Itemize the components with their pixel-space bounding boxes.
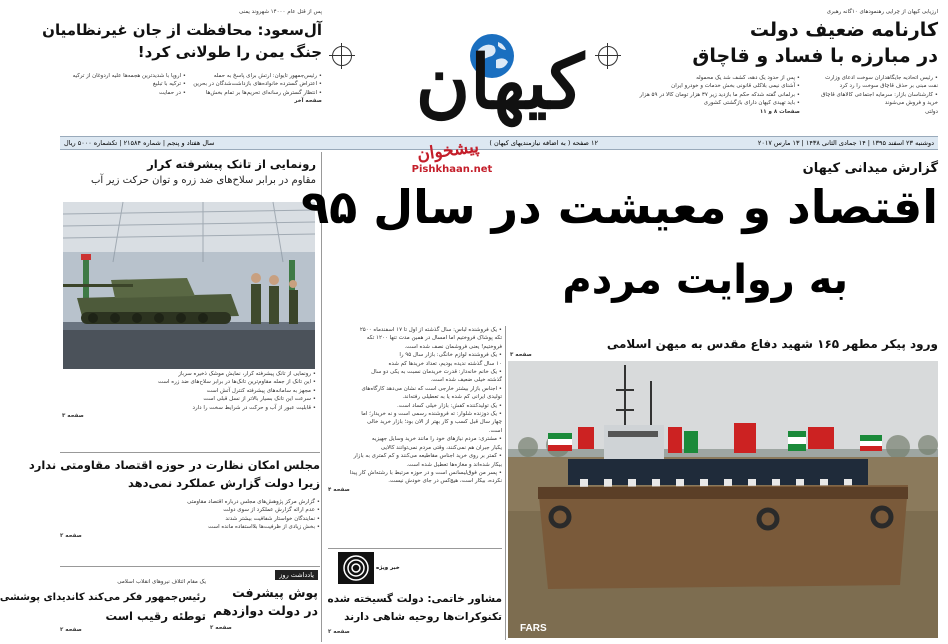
list-item: • اجناس بازار بیشتر خارجی است که نشان می‌دهد کارگاه‌های <box>361 385 502 392</box>
majlis-story <box>28 456 320 564</box>
main-headline: به روایت مردم <box>562 257 848 303</box>
masthead <box>350 10 650 136</box>
list-item: • باید تهیدی کیهان دارای بازگشتی کشوری <box>703 100 800 107</box>
main-kicker: گزارش میدانی کیهان <box>802 161 938 176</box>
list-item: یکبار جبران هم نمی‌کنند، وقتی مردم نمی‌توانند کالایی <box>380 444 502 451</box>
story-headline: در مبارزه با فساد و قاچاق <box>692 45 938 67</box>
list-item: • کارشناسان بازار: سرمایه اجتماعی کالاهای قاچاق <box>821 91 938 98</box>
story-headline: توطئه رقیب است <box>105 609 206 623</box>
list-item: بیکار شده‌اند و مغازه‌ها تعطیل شده است. <box>406 461 502 468</box>
newspaper-logo: کیهان <box>415 40 585 126</box>
list-item: • گزارش مرکز پژوهش‌های مجلس درباره اقتصاد مقاومتی <box>187 499 320 505</box>
list-item: • اعتراض گسترده خانواده‌های بازداشت‌شدگان در بحرین <box>193 81 322 88</box>
list-item: • یک خانم خانه‌دار: قدرت خریدمان نسبت به یکی دو سال <box>371 369 502 376</box>
editorial-box <box>210 570 318 640</box>
list-item: چهار سال قبل کسب و کار بهتر از الان بود؛ بازار خرید خالی <box>367 419 502 426</box>
story-headline: آل‌سعود: محافظت از جان غیرنظامیان <box>42 21 322 39</box>
column-divider <box>505 326 506 640</box>
story-kicker: یک مقام ائتلاف نیروهای انقلاب اسلامی <box>117 579 206 585</box>
list-item: • سرعت این تانک بسیار بالاتر از نسل قبلی است <box>203 396 316 403</box>
list-item: • مشتری: مردم نیازهای خود را مانند خرید وسایل جهیزیه <box>371 436 502 443</box>
page-ref: صفحه ۳ <box>510 352 532 358</box>
watermark-fa: پیشخوان <box>415 136 481 166</box>
page-ref: صفحه ۲ <box>210 625 232 631</box>
list-item: • قابلیت عبور از آب و حرکت در شرایط سخت را دارد <box>192 404 316 411</box>
photo-credit: FARS <box>520 623 547 634</box>
list-item: نفت مبنی بر حذف قاچاق سوخت را رد کرد <box>839 83 938 90</box>
list-item: ۱۰ سال گذشته ندیده بودیم، تعداد خریدها کم شده <box>388 360 502 367</box>
editorial-label: یادداشت روز <box>275 570 318 580</box>
list-item: تولیدی ایرانی کم شده یا به تعطیلی رفته‌اند. <box>402 394 502 401</box>
page-ref: صفحه آخر <box>294 98 322 105</box>
story-kicker: پس از قتل عام ۱۴۰۰۰ شهروند یمنی <box>238 9 322 15</box>
list-item: • عدم ارائه گزارش عملکرد از سوی دولت <box>223 507 320 514</box>
list-item: • یک فروشنده لوازم خانگی: بازار سال ۹۵ را <box>399 352 502 359</box>
page-ref: صفحه ۴ <box>328 486 350 493</box>
list-item: • رئیس اتحادیه جایگاهداران سوخت ادعای وزارت <box>825 75 938 81</box>
list-item: دولتی <box>924 108 938 115</box>
list-item: • در حمایت <box>158 89 186 96</box>
list-item: • بخش زیادی از ظرفیت‌ها بلااستفاده مانده است <box>208 524 320 531</box>
list-item: • برلمانی گفته شدکه حکم ما بازدید زیر ۳۷ هزار تومان کالا در ۵۹ هزار <box>639 91 800 98</box>
khatami-box <box>328 552 502 640</box>
report-column <box>328 326 502 546</box>
story-headline: مقاوم در برابر سلاح‌های ضد زره و توان حرکت زیر آب <box>90 175 316 186</box>
list-item: • نمایندگان خواستار شفافیت بیشتر شدند <box>225 515 320 522</box>
list-item: • ترکیه با تبلیغ <box>152 81 186 88</box>
list-item: است. <box>488 427 502 434</box>
page-ref: صفحه ۳ <box>62 413 84 420</box>
list-item: نکرده، بیکار است، هیچ‌کس در جای خودش نیست. <box>388 478 502 485</box>
bullets-col-1 <box>60 72 186 97</box>
top-right-story <box>639 8 938 134</box>
list-item: فروختیم! یعنی فروشمان نصف شده است. <box>404 343 502 350</box>
bullets-col-2 <box>639 74 800 116</box>
photo-subhead: ورود پیکر مطهر ۱۶۵ شهید دفاع مقدس به میهن اسلامی <box>606 337 938 351</box>
list-item: • اروپا با شدیدترین هجمه‌ها علیه اردوغان از ترکیه <box>72 73 186 79</box>
list-item: • یک دوزنده شلوار: ته فروشنده رسمی است و نه خریدار؛ اما <box>361 411 502 418</box>
page-ref: صفحه ۲ <box>328 629 350 635</box>
editorial-headline: پوش پیشرفت <box>232 585 318 600</box>
list-item: • یک تولیدکننده کفش: بازار خیلی کساد است. <box>397 402 502 409</box>
story-headline: تکنوکرات‌ها روحیه شاهی دارند <box>344 611 502 623</box>
list-item: • یک فروشنده لباس: سال گذشته از اول تا ۱۷ اسفندماه ۲۵۰۰ <box>359 327 502 333</box>
list-item: • پسر من فوق‌لیسانس است و در حوزه مرتبط با رشته‌اش کار پیدا <box>349 469 502 476</box>
list-item: • رونمایی از تانک پیشرفته کرار، نمایش موشک ذخیره سرباز <box>178 371 316 377</box>
registration-mark-left <box>332 46 352 66</box>
khatami-label: خبر ویژه <box>376 565 400 571</box>
issue-number: سال هفتاد و پنجم | شماره ۲۱۵۸۴ | تکشماره ۵۰۰۰ ریال <box>64 139 215 147</box>
list-item: گذشته خیلی ضعیف شده است. <box>430 377 502 384</box>
story-headline: رئیس‌جمهور فکر می‌کند کاندیدای پوششی <box>0 592 206 603</box>
list-item: • پس از حدود یک دهه، کشف شد یک محموله <box>696 75 800 81</box>
story-headline: مجلس امکان نظارت در حوزه اقتصاد مقاومتی ندارد <box>28 458 320 472</box>
issue-date: دوشنبه ۲۳ اسفند ۱۳۹۵ | ۱۴ جمادی الثانی ۱۴۳۸ | ۱۳ مارس ۲۰۱۷ <box>757 139 934 147</box>
story-headline: کارنامه ضعیف دولت <box>749 19 938 41</box>
story-headline: جنگ یمن را طولانی کرد! <box>137 43 322 61</box>
spiral-icon <box>338 552 374 584</box>
list-item: • مجهز به سامانه‌های پیشرفته کنترل آتش است <box>206 387 316 394</box>
list-item: • آشنای نیمی بلاکلی قانونی بخش خدمات و خودرو ایران <box>671 83 800 90</box>
bullets-col-1 <box>806 74 938 116</box>
tank-photo <box>63 202 315 369</box>
page-ref: صفحه ۲ <box>60 532 82 539</box>
story-headline: مشاور خاتمی: دولت گسیخته شده <box>327 593 502 605</box>
list-item: • انتظار گسترش رسانه‌ای تحریم‌ها بر تمام بخش‌ها <box>205 89 322 96</box>
date-band <box>60 136 938 150</box>
story-kicker: ارزیابی کیهان از چرایی رهنمودهای ۱۰گانه رهبری <box>826 9 938 15</box>
page-ref: صفحه ۲ <box>60 627 82 633</box>
section-divider <box>60 452 320 453</box>
list-item: • کمتر بر روی خرید اجناس مقاطیعه می‌کنند و کم کمتری به بازار <box>353 453 502 460</box>
top-left-story <box>42 8 322 134</box>
story-headline: زیرا دولت گزارش عملکرد نمی‌دهد <box>127 476 320 490</box>
masthead-subline: ۱۲ صفحه ( به اضافه نیازمندیهای کیهان ) <box>489 139 598 147</box>
page-ref: صفحات ۸ و ۱۱ <box>759 108 800 115</box>
list-item: تکه پوشاک فروختیم اما امسال در همین مدت تنها ۱۲۰۰ تکه <box>366 335 502 342</box>
section-divider <box>60 566 320 567</box>
story-kicker: رونمایی از تانک پیشرفته کرار <box>147 157 316 171</box>
list-item: • رئیس‌جمهور تایوان: ارتش برای پاسخ به حمله <box>213 73 322 79</box>
tank-story-text <box>62 370 316 420</box>
ship-photo <box>508 361 938 638</box>
watermark-url: Pishkhaan.net <box>411 164 493 175</box>
main-headline: اقتصاد و معیشت در سال ۹۵ <box>301 180 938 234</box>
list-item: • این تانک از جمله مقاوم‌ترین تانک‌ها در برابر سلاح‌های ضد زره است <box>157 379 316 386</box>
editorial-headline: در دولت دوازدهم <box>213 603 318 618</box>
bullets-col-2 <box>192 72 322 106</box>
list-item: خرید و فروش می‌شوند <box>884 100 938 107</box>
election-story <box>0 578 206 640</box>
section-divider <box>328 548 502 549</box>
majlis-text <box>60 498 320 540</box>
